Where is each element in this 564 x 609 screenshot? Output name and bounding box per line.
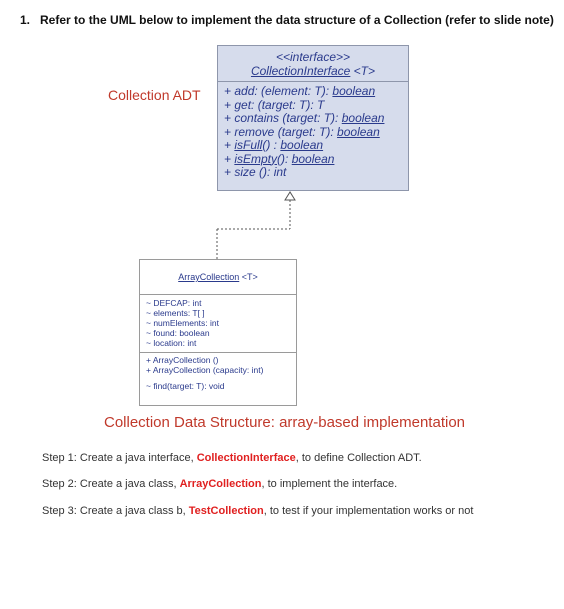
operation-add: + add: (element: T): boolean: [224, 84, 376, 98]
constructor-capacity: + ArrayCollection (capacity: int): [146, 365, 264, 375]
class-header: [140, 260, 296, 295]
step-1: Step 1: Create a java interface, CollectionInterface, to define Collection ADT.: [42, 452, 422, 464]
interface-stereotype: <<interface>>: [275, 50, 351, 64]
attribute-location: ~ location: int: [146, 338, 197, 348]
question-text: Refer to the UML below to implement the data structure of a Collection (refer to slide note): [40, 13, 554, 27]
question-number: 1.: [20, 13, 31, 27]
class-box: [139, 259, 297, 406]
interface-title: [218, 64, 408, 78]
diagram-caption: Collection Data Structure: array-based implementation: [104, 414, 466, 431]
step-3-highlight: TestCollection: [188, 505, 264, 517]
operation-remove: + remove (target: T): boolean: [224, 124, 380, 139]
step-2: Step 2: Create a java class, ArrayCollection, to implement the interface.: [42, 478, 398, 490]
operation-isempty: + isEmpty(): boolean: [224, 151, 335, 166]
operation-contains: + contains (target: T): boolean: [224, 111, 385, 125]
interface-box: [217, 45, 409, 191]
class-attributes: [140, 295, 296, 353]
step-3: Step 3: Create a java class b, TestCollection, to test if your implementation works or not: [42, 505, 474, 517]
realization-arrowhead-icon: [285, 192, 295, 200]
interface-name: CollectionInterface: [250, 64, 351, 78]
class-methods: [140, 375, 296, 391]
operation-get: + get: (target: T): T: [224, 97, 325, 112]
method-find: ~ find(target: T): void: [146, 381, 225, 391]
attribute-defcap: ~ DEFCAP: int: [146, 298, 202, 308]
class-name: ArrayCollection: [178, 272, 240, 282]
operation-isfull: + isFull() : boolean: [224, 138, 324, 152]
attribute-elements: ~ elements: T[ ]: [146, 308, 205, 318]
class-constructors: [140, 353, 296, 375]
interface-generic: <T>: [350, 64, 376, 78]
operation-size: + size (): int: [224, 165, 287, 179]
attribute-found: ~ found: boolean: [146, 328, 210, 338]
interface-operations: [218, 82, 408, 180]
class-generic: <T>: [239, 272, 258, 282]
step-2-highlight: ArrayCollection: [179, 478, 262, 490]
attribute-numelements: ~ numElements: int: [146, 318, 219, 328]
constructor-default: + ArrayCollection (): [146, 355, 219, 365]
step-1-highlight: CollectionInterface: [196, 452, 296, 464]
interface-header: [218, 46, 408, 82]
adt-label: Collection ADT: [108, 87, 201, 103]
